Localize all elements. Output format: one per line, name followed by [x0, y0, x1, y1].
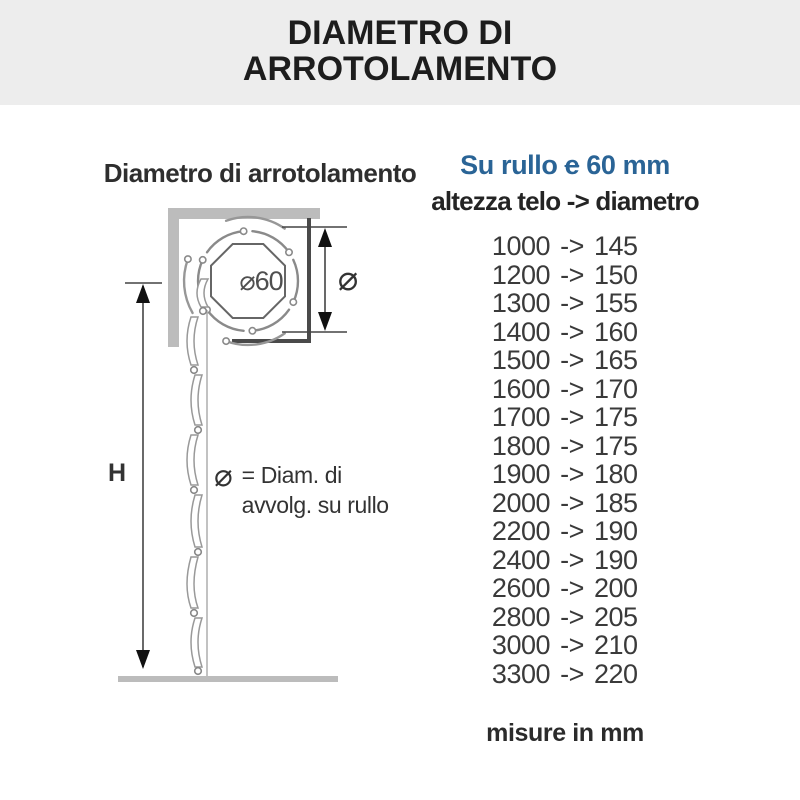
table-row: 1200 -> 150	[491, 259, 638, 290]
table-row: 1600 -> 170	[491, 373, 638, 404]
table-row: 2400 -> 190	[491, 544, 638, 575]
table-row: 1000 -> 145	[491, 231, 638, 261]
diagram-title: Diametro di arrotolamento	[103, 158, 417, 188]
page-title-line1: DIAMETRO DI	[287, 14, 513, 52]
table-row: 1300 -> 155	[491, 288, 638, 318]
legend-text	[242, 460, 389, 520]
table-subtitle: altezza telo -> diametro	[431, 186, 699, 216]
table-title-diameter-symbol: e	[564, 150, 580, 180]
units-note: misure in mm	[486, 719, 644, 747]
roller-diameter-label: ⌀60	[239, 266, 283, 296]
table-row: 1500 -> 165	[491, 345, 638, 375]
diameter-table	[410, 232, 720, 688]
table-row: 2000 -> 185	[491, 487, 638, 518]
table-title-suffix: 60 mm	[579, 150, 670, 180]
page-title	[0, 0, 800, 87]
height-label: H	[107, 459, 127, 487]
diameter-table-section	[410, 150, 720, 748]
page-header	[0, 0, 800, 105]
table-row: 2200 -> 190	[491, 516, 638, 546]
diagram-legend	[214, 460, 389, 520]
floor-line	[118, 676, 338, 682]
shutter-curtain	[187, 279, 208, 667]
legend-diameter-icon: ⌀	[214, 458, 233, 493]
page-title-line2: ARROTOLAMENTO	[242, 50, 558, 88]
table-row: 2600 -> 200	[491, 573, 638, 603]
table-title-prefix: Su rullo	[460, 150, 565, 180]
legend-line2: avvolg. su rullo	[241, 492, 389, 518]
table-row: 2800 -> 205	[491, 601, 638, 632]
table-row: 1700 -> 175	[491, 402, 638, 432]
diameter-symbol: ⌀	[337, 260, 359, 298]
table-row: 3000 -> 210	[491, 630, 638, 660]
table-row: 1800 -> 175	[491, 430, 638, 461]
table-row: 1400 -> 160	[491, 316, 638, 347]
table-title	[410, 150, 720, 181]
table-row: 3300 -> 220	[491, 658, 638, 689]
legend-line1: = Diam. di	[241, 462, 342, 488]
table-row: 1900 -> 180	[491, 459, 638, 489]
